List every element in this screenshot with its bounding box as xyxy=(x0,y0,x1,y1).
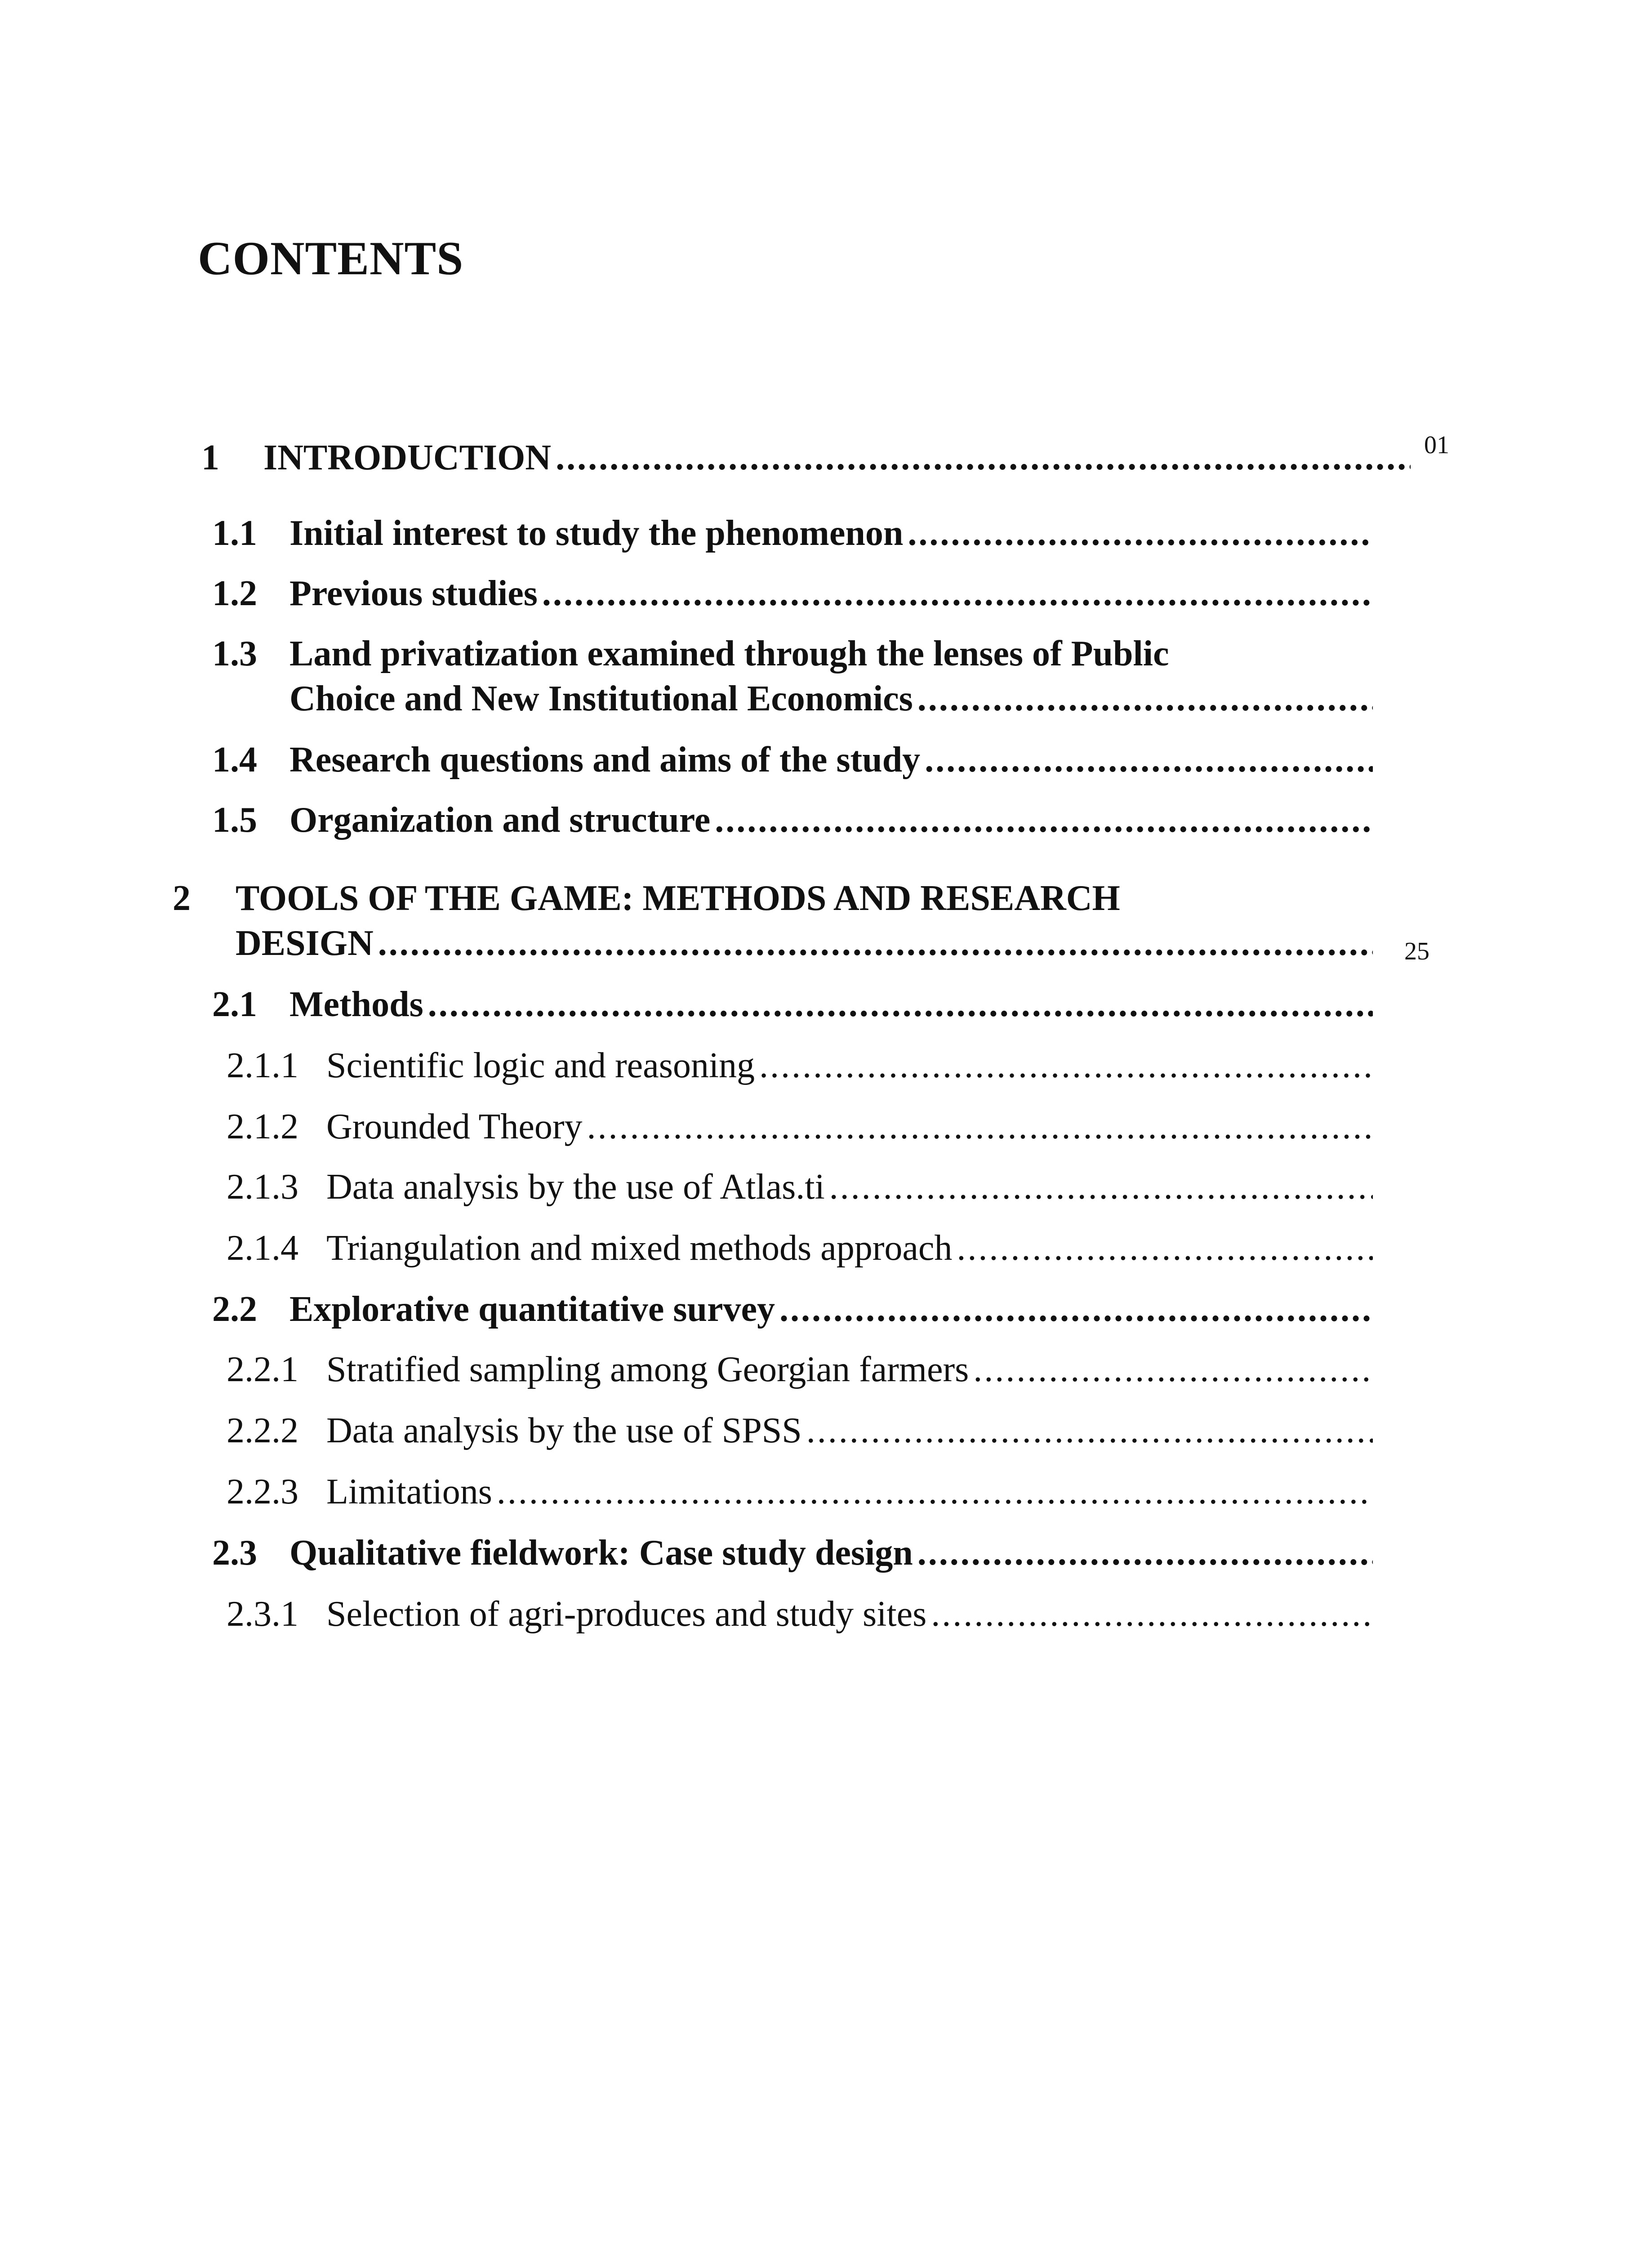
toc-section-number: 2.3 xyxy=(212,1533,257,1573)
toc-section-title: Research questions and aims of the study xyxy=(289,740,921,780)
dot-leader xyxy=(908,515,1368,551)
toc-subsection-title: Triangulation and mixed methods approach xyxy=(326,1228,953,1268)
toc-section-number: 1.4 xyxy=(212,740,257,780)
toc-section-2-1 xyxy=(212,986,1373,1027)
toc-subsection-title: Stratified sampling among Georgian farmers xyxy=(326,1350,969,1389)
toc-chapter-title: TOOLS OF THE GAME: METHODS AND RESEARCH xyxy=(236,879,1120,918)
toc-subsection-number: 2.1.1 xyxy=(227,1046,298,1085)
toc-chapter-2 xyxy=(173,880,1373,966)
toc-subsection-2-2-3 xyxy=(227,1474,1373,1514)
toc-section-title: Methods xyxy=(289,985,423,1024)
toc-section-title: Land privatization examined through the lenses of Public xyxy=(289,634,1169,674)
toc-section-title: Initial interest to study the phenomenon xyxy=(289,513,904,553)
dot-leader xyxy=(428,986,1373,1022)
dot-leader xyxy=(925,742,1373,778)
toc-subsection-number: 2.1.3 xyxy=(227,1167,298,1207)
toc-chapter-title: INTRODUCTION xyxy=(263,438,552,477)
toc-page-number: 01 xyxy=(1424,431,1449,459)
dot-leader xyxy=(556,440,1411,476)
toc-subsection-number: 2.2.1 xyxy=(227,1350,298,1389)
dot-leader xyxy=(917,1535,1373,1571)
dot-leader xyxy=(715,802,1373,838)
toc-subsection-2-3-1 xyxy=(227,1596,1373,1637)
toc-section-1-3 xyxy=(212,636,1373,721)
toc-section-1-5 xyxy=(212,802,1373,843)
toc-subsection-title: Grounded Theory xyxy=(326,1107,583,1146)
toc-section-2-3 xyxy=(212,1535,1373,1575)
toc-subsection-2-1-1 xyxy=(227,1048,1373,1088)
toc-section-title: Organization and structure xyxy=(289,800,711,840)
dot-leader xyxy=(931,1596,1373,1632)
toc-chapter-number: 2 xyxy=(173,879,191,918)
toc-subsection-2-1-2 xyxy=(227,1109,1373,1149)
dot-leader xyxy=(378,925,1373,961)
dot-leader xyxy=(917,681,1373,717)
dot-leader xyxy=(759,1048,1373,1084)
toc-section-1-4 xyxy=(212,742,1373,782)
dot-leader xyxy=(973,1351,1373,1387)
dot-leader xyxy=(779,1291,1373,1327)
toc-section-2-2 xyxy=(212,1291,1373,1332)
toc-page-number: 25 xyxy=(1404,937,1429,965)
page-title: CONTENTS xyxy=(198,232,464,285)
toc-subsection-number: 2.1.2 xyxy=(227,1107,298,1146)
dot-leader xyxy=(587,1109,1373,1145)
toc-section-title: Explorative quantitative survey xyxy=(289,1289,775,1329)
toc-section-title: Qualitative fieldwork: Case study design xyxy=(289,1533,913,1573)
toc-subsection-number: 2.1.4 xyxy=(227,1228,298,1268)
dot-leader xyxy=(497,1474,1373,1510)
toc-section-title: Previous studies xyxy=(289,574,538,613)
toc-subsection-title: Selection of agri-produces and study sites xyxy=(326,1594,927,1634)
toc-section-1-2 xyxy=(212,575,1373,616)
dot-leader xyxy=(957,1230,1373,1266)
toc-subsection-2-2-1 xyxy=(227,1351,1373,1392)
dot-leader xyxy=(542,575,1373,611)
toc-chapter-1 xyxy=(201,440,1411,480)
dot-leader xyxy=(806,1413,1373,1449)
toc-section-number: 1.3 xyxy=(212,634,257,674)
toc-subsection-2-2-2 xyxy=(227,1413,1373,1453)
toc-subsection-title: Data analysis by the use of Atlas.ti xyxy=(326,1167,825,1207)
toc-subsection-title: Scientific logic and reasoning xyxy=(326,1046,755,1085)
toc-section-number: 2.1 xyxy=(212,985,257,1024)
toc-subsection-2-1-3 xyxy=(227,1169,1373,1209)
toc-section-number: 1.2 xyxy=(212,574,257,613)
toc-subsection-number: 2.2.2 xyxy=(227,1411,298,1450)
toc-chapter-title-continued: DESIGN xyxy=(236,923,374,963)
toc-subsection-2-1-4 xyxy=(227,1230,1373,1271)
toc-chapter-number: 1 xyxy=(201,438,219,477)
dot-leader xyxy=(829,1169,1373,1205)
toc-section-number: 1.5 xyxy=(212,800,257,840)
toc-section-title-continued: Choice and New Institutional Economics xyxy=(289,679,913,718)
toc-subsection-number: 2.3.1 xyxy=(227,1594,298,1634)
toc-subsection-number: 2.2.3 xyxy=(227,1472,298,1512)
toc-subsection-title: Data analysis by the use of SPSS xyxy=(326,1411,802,1450)
toc-section-number: 1.1 xyxy=(212,513,257,553)
toc-section-number: 2.2 xyxy=(212,1289,257,1329)
toc-section-1-1 xyxy=(212,515,1368,556)
toc-subsection-title: Limitations xyxy=(326,1472,492,1512)
